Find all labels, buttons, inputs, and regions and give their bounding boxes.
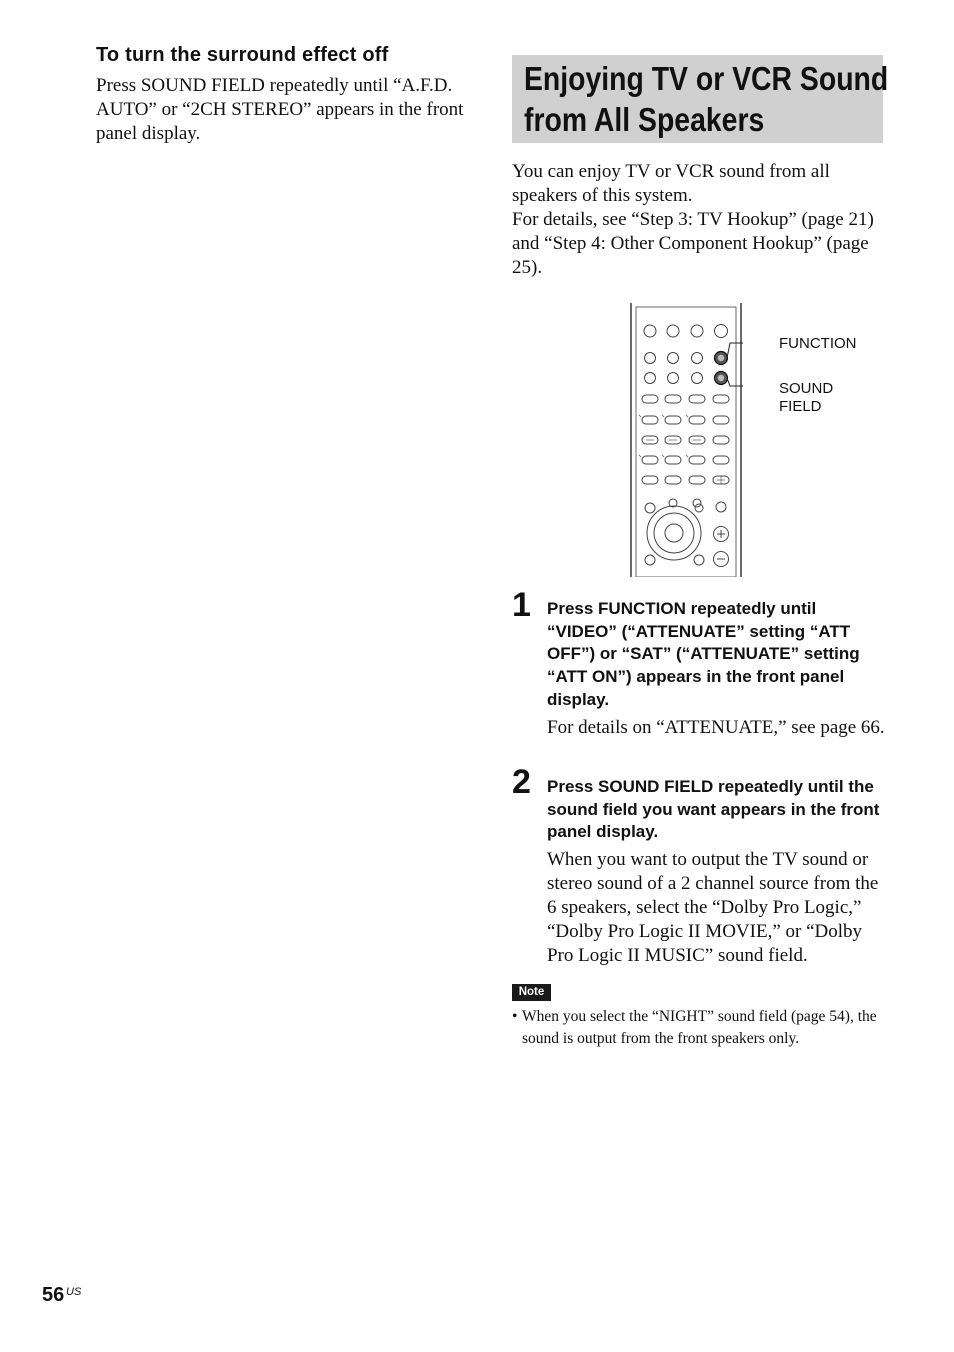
section-title — [524, 58, 889, 140]
step-2-body: When you want to output the TV sound or stereo sound of a 2 channel source from the 6 speakers, select the “Dolby Pro Logic,” “Dolby Pro Logic II MOVIE,” or “Dolby Pro Logic II MUSIC” sound field. — [547, 849, 879, 966]
step-1-number: 1 — [512, 586, 531, 624]
step-1-body: For details on “ATTENUATE,” see page 66. — [547, 717, 885, 738]
section-title-banner — [512, 55, 889, 143]
callout-sound-field — [779, 380, 833, 416]
intro-paragraph-1: You can enjoy TV or VCR sound from all speakers of this system. — [512, 161, 830, 206]
intro-paragraph-2: For details, see “Step 3: TV Hookup” (page 21) and “Step 4: Other Component Hookup” (page 25). — [512, 209, 874, 278]
section-title-line1: Enjoying TV or VCR Sound — [524, 60, 889, 97]
step-1-heading: Press FUNCTION repeatedly until “VIDEO” (“ATTENUATE” setting “ATT OFF”) or “SAT” (“ATTENUATE” setting “ATT ON”) appears in the front panel display. — [547, 599, 860, 709]
step-2-number: 2 — [512, 763, 531, 801]
callout-sound-field-line1: SOUND — [779, 380, 834, 397]
note-item — [512, 1006, 884, 1050]
section-title-line2: from All Speakers — [524, 101, 765, 138]
page-number: 56 — [42, 1284, 65, 1306]
step-2-heading: Press SOUND FIELD repeatedly until the sound field you want appears in the front panel display. — [547, 777, 880, 842]
surround-off-paragraph: Press SOUND FIELD repeatedly until “A.F.D. AUTO” or “2CH STEREO” appears in the front panel display. — [96, 75, 464, 144]
remote-control-illustration — [630, 303, 743, 577]
callout-sound-field-line2: FIELD — [779, 398, 822, 415]
note-text: When you select the “NIGHT” sound field (page 54), the sound is output from the front speakers only. — [522, 1008, 877, 1047]
subheading-surround-off: To turn the surround effect off — [96, 44, 389, 66]
note-badge: Note — [512, 984, 551, 1001]
note-bullet: • — [512, 1008, 518, 1025]
page-region-suffix: US — [66, 1286, 82, 1298]
intro-text — [512, 160, 884, 280]
callout-function: FUNCTION — [779, 335, 857, 352]
